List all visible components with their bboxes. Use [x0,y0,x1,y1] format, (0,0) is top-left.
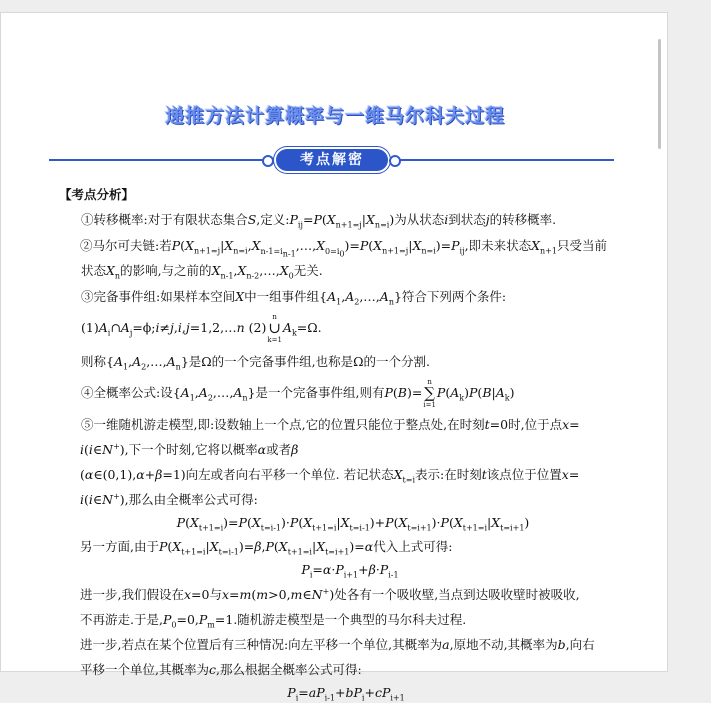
banner-ornament-left [262,155,274,167]
document-page [0,12,668,703]
text-line: 进一步,我们假设在x=0与x=m(m>0,m∈N+)处各有一个吸收壁,当点到达吸收壁时被吸收, [80,586,580,603]
text-line: ④全概率公式:设$\{A_1,A_2,\dots,A_n\}$是一个完备事件组,则有P(B)= n ∑ i=1 $P(A_k)P(B|A_k)$ [81,378,515,410]
text-line: ⑤一维随机游走模型,即:设数轴上一个点,它的位置只能位于整点处,在时刻t=0时,位于点x= [81,417,580,433]
equation: $P_i=\alpha\cdot P_{i+1}+\beta\cdot P_{i-1}$ [301,562,399,580]
text-line: 平移一个单位,其概率为c,那么根据全概率公式可得: [80,662,362,678]
text-line: 状态$X_n$的影响,与之前的$X_{n-1},X_{n-2},\dots,X_0$无关. [81,263,323,281]
section-banner-row [49,149,614,171]
banner-rule-left [49,159,264,161]
page-scrollbar[interactable] [658,39,661,149]
text-line: i(i∈N+),下一个时刻,它将以概率α或者β [80,441,299,458]
text-line: 不再游走.于是$,P_0=0,P_m=1$.随机游走模型是一个典型的马尔科夫过程. [80,612,467,630]
text-line: (α∈(0,1),α+β=1)向左或者向右平移一个单位. 若记状态$X_{t=i}$表示:在时刻t该点位于位置x= [80,467,580,485]
text-line: ②马尔可夫链:若$P(X_{n+1=j}|X_{n=i},X_{n-1=i_{n-1}},\dots,X_{0=i_0})=P(X_{n+1=j}|X_{n=i})=P_{ij}$,即未来状态$X_{n+1}$只受当前 [80,238,607,259]
text-line: ③完备事件组:如果样本空间X中一组事件组$\{A_1,A_2,\dots,A_n\}$符合下列两个条件: [81,289,507,307]
section-heading: 【考点分析】 [59,187,135,202]
text-line: $(1)A_i\cap A_j=\phi;i\ne j,i,j=1,2,\dots n$ (2) n ∪ k=1 $A_k=\Omega$. [81,313,322,345]
document-body [80,210,619,703]
text-line: 则称$\{A_1,A_2,\dots,A_n\}$是Ω的一个完备事件组,也称是Ω的一个分割. [81,354,430,372]
equation: $P(X_{t+1=i})=P(X_{t=i-1})\cdot P(X_{t+1=i}|X_{t=i-1})+P(X_{t=i+1})\cdot P(X_{t+1=i}|X_{t=i+1})$ [176,515,530,533]
text-line: i(i∈N+),那么由全概率公式可得: [80,491,258,508]
page-title: 递推方法计算概率与一维马尔科夫过程 [164,105,505,127]
banner-ornament-right [389,155,401,167]
equation: $P_i=aP_{i-1}+bP_i+cP_{i+1}$ [287,685,405,703]
text-line: 进一步,若点在某个位置后有三种情况:向左平移一个单位,其概率为a,原地不动,其概率为b,向右 [80,637,595,653]
section-banner: 考点解密 [276,149,388,171]
text-line: ①转移概率:对于有限状态集合S,定义$:P_{ij}=P(X_{n+1=j}|X_{n=i})$为从状态i到状态j的转移概率. [81,212,557,230]
text-line: 另一方面,由于$P(X_{t+1=i}|X_{t=i-1})=\beta,P(X_{t+1=i}|X_{t=i+1})=\alpha$代入上式可得: [80,539,453,557]
banner-rule-right [399,159,614,161]
